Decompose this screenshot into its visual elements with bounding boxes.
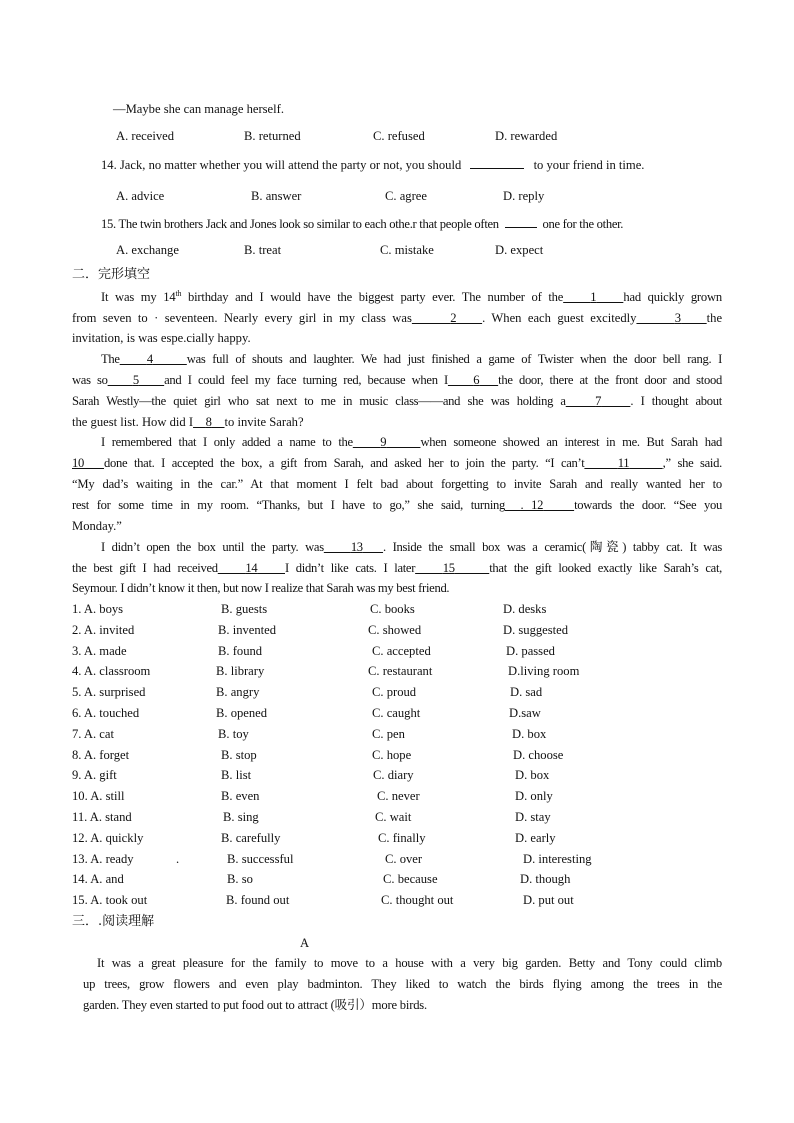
cloze-q11-option-d: D. stay <box>515 810 551 824</box>
section2-title: 二．完形填空 <box>72 267 151 282</box>
cloze-q5-option-d: D. sad <box>510 685 543 699</box>
cloze-q13-option-b: B. successful <box>227 852 294 866</box>
cloze-q15-option-b: B. found out <box>226 893 290 907</box>
q15-blank <box>505 216 537 228</box>
cloze-q6-option-c: C. caught <box>372 706 421 720</box>
q14-option-b: B. answer <box>251 189 302 203</box>
cloze-q1-option-d: D. desks <box>503 602 547 616</box>
cloze-q8-option-a: 8. A. forget <box>72 748 130 762</box>
passage-a-line: up trees, grow flowers and even play badminton. They liked to watch the birds flying among the trees in the <box>83 977 722 991</box>
cloze-q7-option-c: C. pen <box>372 727 405 741</box>
cloze-blank-8: 8 <box>205 415 212 429</box>
cloze-q12-option-b: B. carefully <box>221 831 281 845</box>
q15-option-c: C. mistake <box>380 243 434 257</box>
cloze-blank-11: 11 <box>617 456 630 470</box>
cloze-q8-option-d: D. choose <box>513 748 564 762</box>
q15-stem <box>101 216 623 232</box>
cloze-q2-option-b: B. invented <box>218 623 277 637</box>
q14-option-d: D. reply <box>503 189 545 203</box>
cloze-q1-option-b: B. guests <box>221 602 268 616</box>
q13-option-d: D. rewarded <box>495 129 558 143</box>
cloze-q5-option-b: B. angry <box>216 685 260 699</box>
cloze-line: invitation, is was espe.cially happy. <box>72 331 251 345</box>
cloze-line: Monday.” <box>72 519 122 533</box>
cloze-blank-4: 4 <box>146 352 153 366</box>
cloze-q10-option-d: D. only <box>515 789 553 803</box>
cloze-q7-option-b: B. toy <box>218 727 249 741</box>
cloze-q6-option-d: D.saw <box>509 706 541 720</box>
q15-stem-tail: one for the other. <box>542 217 624 231</box>
cloze-q14-option-d: D. though <box>520 872 571 886</box>
cloze-q4-option-a: 4. A. classroom <box>72 664 151 678</box>
cloze-blank-5: 5 <box>132 373 139 387</box>
cloze-q5-option-a: 5. A. surprised <box>72 685 146 699</box>
cloze-q13-option-a: 13. A. ready <box>72 852 134 866</box>
q15-option-a: A. exchange <box>116 243 179 257</box>
q14-stem-text: 14. Jack, no matter whether you will attend the party or not, you should <box>101 158 462 172</box>
cloze-blank-3: 3 <box>674 311 682 325</box>
cloze-q12-option-a: 12. A. quickly <box>72 831 144 845</box>
cloze-q9-option-a: 9. A. gift <box>72 768 117 782</box>
cloze-q2-option-d: D. suggested <box>503 623 569 637</box>
cloze-q15-option-c: C. thought out <box>381 893 454 907</box>
cloze-q11-option-a: 11. A. stand <box>72 810 132 824</box>
cloze-q11-option-b: B. sing <box>223 810 259 824</box>
cloze-line: rest for some time in my room. “Thanks, but I have to go,” she said, turning . 12 towards the door. “See you <box>72 498 722 512</box>
cloze-q13-option-c: C. over <box>385 852 423 866</box>
q15-stem-text: 15. The twin brothers Jack and Jones look so similar to each othe.r that people often <box>101 217 499 231</box>
cloze-q6-option-a: 6. A. touched <box>72 706 140 720</box>
cloze-line: from seven to · seventeen. Nearly every girl in my class was 2 . When each guest excitedly 3 the <box>72 311 723 325</box>
cloze-q6-option-b: B. opened <box>216 706 268 720</box>
cloze-q12-option-c: C. finally <box>378 831 426 845</box>
cloze-q3-option-c: C. accepted <box>372 644 431 658</box>
q14-option-a: A. advice <box>116 189 165 203</box>
stray-dot: . <box>176 852 180 866</box>
cloze-q10-option-a: 10. A. still <box>72 789 125 803</box>
cloze-q13-option-d: D. interesting <box>523 852 592 866</box>
cloze-blank-12: . 12 <box>520 498 544 512</box>
cloze-q4-option-c: C. restaurant <box>368 664 433 678</box>
cloze-q1-option-a: 1. A. boys <box>72 602 124 616</box>
cloze-q3-option-d: D. passed <box>506 644 555 658</box>
dialogue-line: —Maybe she can manage herself. <box>113 102 284 116</box>
cloze-blank-2: 2 <box>450 311 457 325</box>
cloze-q12-option-d: D. early <box>515 831 556 845</box>
cloze-line: I didn’t open the box until the party. was 13 . Inside the small box was a ceramic(陶瓷) tabby cat. It was <box>101 540 722 554</box>
cloze-q15-option-a: 15. A. took out <box>72 893 148 907</box>
section3-title: 三．.阅读理解 <box>72 914 155 929</box>
cloze-q14-option-a: 14. A. and <box>72 872 124 886</box>
q13-option-c: C. refused <box>373 129 425 143</box>
cloze-q2-option-a: 2. A. invited <box>72 623 135 637</box>
cloze-line: Sarah Westly—the quiet girl who sat next to me in music class——and she was holding a 7 . I thought about <box>72 394 722 408</box>
q15-option-d: D. expect <box>495 243 544 257</box>
cloze-blank-6: 6 <box>473 373 480 387</box>
cloze-q10-option-b: B. even <box>221 789 260 803</box>
cloze-q9-option-d: D. box <box>515 768 550 782</box>
cloze-blank-14: 14 <box>245 561 258 575</box>
cloze-q8-option-c: C. hope <box>372 748 412 762</box>
cloze-q14-option-b: B. so <box>227 872 253 886</box>
cloze-q9-option-b: B. list <box>221 768 252 782</box>
q13-option-b: B. returned <box>244 129 301 143</box>
cloze-blank-1: 1 <box>590 290 597 304</box>
cloze-q5-option-c: C. proud <box>372 685 417 699</box>
cloze-q3-option-a: 3. A. made <box>72 644 127 658</box>
q14-option-c: C. agree <box>385 189 427 203</box>
q14-stem <box>101 157 644 173</box>
cloze-line: Seymour. I didn’t know it then, but now I realize that Sarah was my best friend. <box>72 581 450 595</box>
cloze-line: 10 done that. I accepted the box, a gift from Sarah, and asked her to join the party. “I can’t 11 ,” she said. <box>72 456 722 470</box>
cloze-q7-option-d: D. box <box>512 727 547 741</box>
cloze-q8-option-b: B. stop <box>221 748 257 762</box>
passage-a-line: garden. They even started to put food out to attract (吸引）more birds. <box>83 998 427 1012</box>
cloze-blank-9: 9 <box>380 435 387 449</box>
cloze-q15-option-d: D. put out <box>523 893 574 907</box>
cloze-line: the best gift I had received 14 I didn’t like cats. I later 15 that the gift looked exactly like Sarah’s cat, <box>72 561 723 575</box>
cloze-q11-option-c: C. wait <box>375 810 412 824</box>
cloze-blank-7: 7 <box>595 394 602 408</box>
cloze-q10-option-c: C. never <box>377 789 420 803</box>
q14-stem-tail: to your friend in time. <box>533 158 645 172</box>
cloze-q2-option-c: C. showed <box>368 623 422 637</box>
cloze-q1-option-c: C. books <box>370 602 415 616</box>
cloze-line: “My dad’s waiting in the car.” At that moment I felt bad about forgetting to invite Sarah and really wanted her to <box>72 477 722 491</box>
cloze-line: was so 5 and I could feel my face turning red, because when I 6 the door, there at the front door and stood <box>72 373 722 387</box>
cloze-blank-10: 10 <box>72 456 84 470</box>
cloze-line: I remembered that I only added a name to the 9 when someone showed an interest in me. But Sarah had <box>101 435 722 449</box>
q15-option-b: B. treat <box>244 243 282 257</box>
q14-blank <box>470 157 524 169</box>
passage-a-title: A <box>300 936 310 950</box>
passage-a-line: It was a great pleasure for the family to move to a house with a very big garden. Betty and Tony could climb <box>97 956 722 970</box>
cloze-q7-option-a: 7. A. cat <box>72 727 114 741</box>
cloze-q4-option-b: B. library <box>216 664 265 678</box>
cloze-line: It was my 14th birthday and I would have the biggest party ever. The number of the 1 had quickly grown <box>101 288 722 304</box>
cloze-blank-15: 15 <box>442 561 455 575</box>
q13-option-a: A. received <box>116 129 175 143</box>
cloze-q9-option-c: C. diary <box>373 768 414 782</box>
superscript: th <box>175 288 182 298</box>
cloze-q4-option-d: D.living room <box>508 664 580 678</box>
cloze-q14-option-c: C. because <box>383 872 438 886</box>
cloze-line: The 4 was full of shouts and laughter. We had just finished a game of Twister when the door bell rang. I <box>101 352 722 366</box>
cloze-q3-option-b: B. found <box>218 644 263 658</box>
cloze-line: the guest list. How did I 8 to invite Sarah? <box>72 415 304 429</box>
cloze-blank-13: 13 <box>350 540 363 554</box>
